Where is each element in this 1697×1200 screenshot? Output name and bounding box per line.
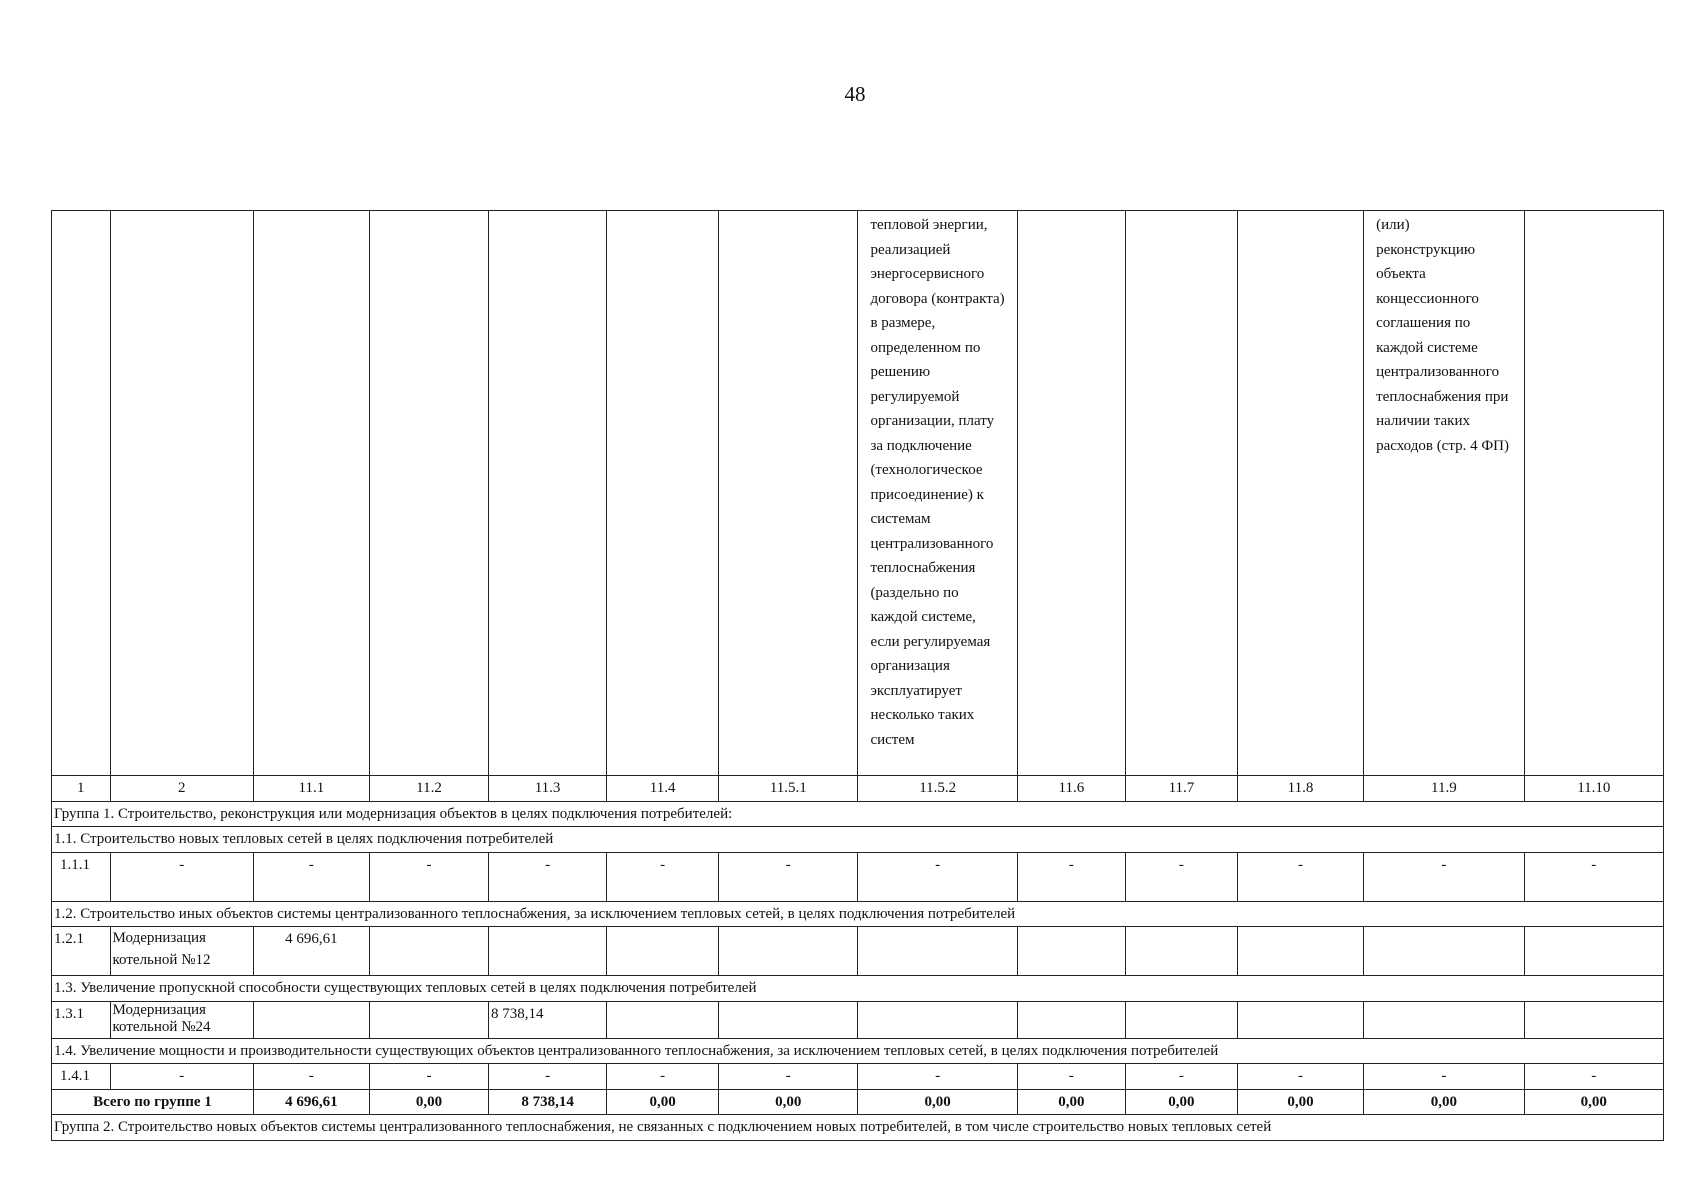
row-code: 1.1.1 — [52, 852, 111, 901]
section-1-4: 1.4. Увеличение мощности и производительности существующих объектов централизованного теплоснабжения, за исключением тепловых сетей, в целях подключения потребителей — [52, 1038, 1664, 1064]
col-number: 11.4 — [607, 776, 719, 802]
col-number: 11.10 — [1524, 776, 1663, 802]
header-text-row — [52, 211, 1664, 776]
col-number: 11.8 — [1237, 776, 1363, 802]
investment-table — [51, 210, 1664, 1141]
row-code: 1.3.1 — [52, 1001, 111, 1038]
total-row-group-1: Всего по группе 1 4 696,61 0,00 8 738,14 0,00 0,00 0,00 0,00 0,00 0,00 0,00 0,00 — [52, 1089, 1664, 1115]
col-number: 11.5.1 — [719, 776, 858, 802]
col-number: 11.3 — [489, 776, 607, 802]
row-name: Модернизация котельной №24 — [110, 1001, 253, 1038]
col-number: 11.1 — [253, 776, 369, 802]
table-row-1-3-1 — [52, 1001, 1664, 1038]
section-group-2: Группа 2. Строительство новых объектов системы централизованного теплоснабжения, не связанных с подключением новых потребителей, в том числе строительство новых тепловых сетей — [52, 1115, 1664, 1141]
row-name: Модернизация котельной №12 — [110, 927, 253, 976]
total-label: Всего по группе 1 — [52, 1089, 254, 1115]
column-numbers-row — [52, 776, 1664, 802]
table-row-1-1-1: 1.1.1 - - - - - - - - - - - - — [52, 852, 1664, 901]
col-number: 11.2 — [369, 776, 488, 802]
section-1-2: 1.2. Строительство иных объектов системы централизованного теплоснабжения, за исключением тепловых сетей, в целях подключения потребителей — [52, 901, 1664, 927]
col-number: 11.6 — [1017, 776, 1125, 802]
col-number: 1 — [52, 776, 111, 802]
table-row-1-4-1: 1.4.1 - - - - - - - - - - - - — [52, 1064, 1664, 1090]
row-code: 1.4.1 — [52, 1064, 111, 1090]
table-row-1-2-1 — [52, 927, 1664, 976]
header-col-11-5-2: тепловой энергии, реализацией энергосервисного договора (контракта) в размере, определенном по решению регулируемой организации, плату за подключение (технологическое присоединение) к системам централизованного теплоснабжения (раздельно по каждой системе, если регулируемая организация эксплуатирует несколько таких систем — [858, 211, 1017, 776]
value-11-1: 4 696,61 — [253, 927, 369, 976]
section-1-1: 1.1. Строительство новых тепловых сетей в целях подключения потребителей — [52, 827, 1664, 853]
section-group-1: Группа 1. Строительство, реконструкция или модернизация объектов в целях подключения потребителей: — [52, 801, 1664, 827]
col-number: 11.5.2 — [858, 776, 1017, 802]
header-col-11-9: (или) реконструкцию объекта концессионного соглашения по каждой системе централизованного теплоснабжения при наличии таких расходов (стр. 4 ФП) — [1364, 211, 1524, 776]
col-number: 2 — [110, 776, 253, 802]
col-number: 11.7 — [1125, 776, 1237, 802]
value-11-3: 8 738,14 — [489, 1001, 607, 1038]
page-number: 48 — [844, 82, 866, 106]
section-1-3: 1.3. Увеличение пропускной способности существующих тепловых сетей в целях подключения потребителей — [52, 976, 1664, 1002]
col-number: 11.9 — [1364, 776, 1524, 802]
row-code: 1.2.1 — [52, 927, 111, 976]
